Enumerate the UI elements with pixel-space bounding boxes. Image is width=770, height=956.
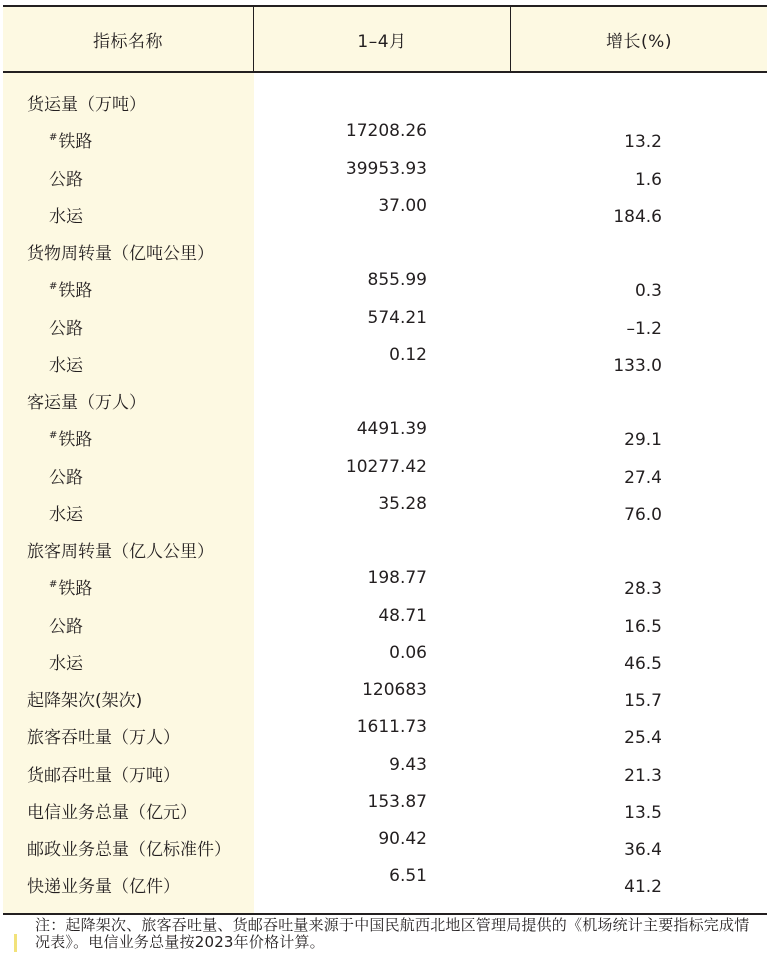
period-value: 1611.73 [356, 717, 427, 738]
header-indicator-name: 指标名称 [3, 7, 254, 71]
footnote-mark: # [49, 132, 58, 144]
header-growth: 增长(%) [606, 31, 672, 52]
indicator-name [49, 463, 83, 488]
period-value: 153.87 [367, 791, 427, 812]
indicator-name [27, 798, 197, 823]
indicator-name [27, 723, 180, 748]
indicator-name [49, 314, 83, 339]
header-period: 1–4月 [254, 7, 511, 71]
indicator-name [49, 612, 83, 637]
indicator-name [49, 202, 83, 227]
indicator-name [27, 388, 146, 413]
growth-value: –1.2 [626, 318, 662, 339]
table-row [0, 419, 770, 456]
period-value: 574.21 [367, 307, 427, 328]
table-row [0, 159, 770, 196]
table-row [0, 606, 770, 643]
period-value: 0.12 [389, 344, 427, 365]
period-value: 10277.42 [345, 456, 427, 477]
growth-value: 184.6 [613, 206, 662, 227]
table-row [0, 121, 770, 158]
table-row [0, 680, 770, 717]
note-accent-bar [14, 934, 17, 952]
table-row [0, 643, 770, 680]
growth-value: 133.0 [613, 355, 662, 376]
period-value: 855.99 [367, 270, 427, 291]
indicator-label: 快递业务量（亿件） [27, 877, 180, 898]
table-row [0, 233, 770, 270]
indicator-label: 货物周转量（亿吨公里） [27, 244, 214, 264]
indicator-name [27, 686, 142, 711]
indicator-name [27, 537, 214, 562]
footnote-mark: # [49, 579, 58, 591]
indicator-name [49, 425, 92, 450]
indicator-label: 水运 [49, 653, 83, 674]
footnote-mark: # [49, 430, 58, 442]
table-row [0, 270, 770, 307]
table-row [0, 345, 770, 382]
growth-value: 1.6 [634, 169, 662, 190]
table-row [0, 308, 770, 345]
indicator-label: 邮政业务总量（亿标准件） [27, 840, 231, 860]
table-row [0, 382, 770, 419]
growth-value: 41.2 [624, 877, 662, 898]
growth-value: 0.3 [634, 281, 662, 302]
growth-value: 28.3 [624, 579, 662, 600]
indicator-label: 货邮吞吐量（万吨） [27, 765, 180, 786]
period-value: 9.43 [389, 754, 427, 775]
period-value: 90.42 [378, 829, 427, 849]
indicator-name [27, 835, 231, 860]
table-body [0, 84, 770, 904]
period-value: 37.00 [378, 195, 427, 216]
table-row [0, 717, 770, 754]
table-row [0, 755, 770, 792]
indicator-name [27, 90, 146, 115]
indicator-label: 公路 [49, 169, 83, 190]
period-value: 0.06 [389, 642, 427, 663]
period-value: 35.28 [378, 493, 427, 514]
table-row [0, 457, 770, 494]
period-value: 120683 [362, 680, 427, 700]
table-row [0, 531, 770, 568]
indicator-label: 旅客吞吐量（万人） [27, 728, 180, 749]
indicator-label: 货运量（万吨） [27, 95, 146, 115]
growth-value: 16.5 [624, 616, 662, 637]
indicator-label: 客运量（万人） [27, 393, 146, 413]
indicator-name [49, 127, 92, 152]
period-value: 6.51 [389, 866, 427, 887]
indicator-label: 铁路 [58, 132, 93, 153]
growth-value: 15.7 [624, 691, 662, 711]
indicator-name [49, 574, 92, 599]
period-value: 48.71 [378, 605, 427, 626]
growth-value: 13.5 [624, 802, 662, 823]
growth-value: 27.4 [624, 467, 662, 488]
indicator-name [27, 239, 214, 264]
indicator-label: 公路 [49, 467, 83, 488]
footnote-mark: # [49, 281, 58, 293]
growth-value: 21.3 [624, 765, 662, 786]
growth-value: 13.2 [624, 132, 662, 153]
indicator-label: 铁路 [58, 430, 93, 451]
indicator-label: 铁路 [58, 281, 93, 302]
indicator-name [49, 165, 83, 190]
indicator-label: 公路 [49, 616, 83, 637]
indicator-label: 水运 [49, 355, 83, 376]
table-row [0, 196, 770, 233]
indicator-label: 起降架次(架次) [27, 691, 143, 711]
period-value: 198.77 [367, 568, 427, 589]
table-bottom-rule [3, 913, 767, 915]
growth-value: 29.1 [624, 430, 662, 451]
indicator-label: 铁路 [58, 579, 93, 600]
growth-value: 36.4 [624, 840, 662, 860]
period-value: 17208.26 [345, 121, 427, 142]
table-row [0, 494, 770, 531]
growth-value: 25.4 [624, 728, 662, 749]
indicator-name [49, 351, 83, 376]
indicator-name [49, 500, 83, 525]
table-row [0, 84, 770, 121]
growth-value: 46.5 [624, 653, 662, 674]
table-footnote: 注：起降架次、旅客吞吐量、货邮吞吐量来源于中国民航西北地区管理局提供的《机场统计主要指标完成情况表》。电信业务总量按2023年价格计算。 [35, 916, 750, 951]
table-row [0, 568, 770, 605]
indicator-label: 水运 [49, 206, 83, 227]
period-value: 4491.39 [356, 419, 427, 440]
indicator-name [27, 872, 180, 897]
table-row [0, 866, 770, 903]
indicator-label: 旅客周转量（亿人公里） [27, 542, 214, 562]
indicator-label: 公路 [49, 318, 83, 339]
growth-value: 76.0 [624, 504, 662, 525]
table-row [0, 792, 770, 829]
indicator-label: 水运 [49, 504, 83, 525]
table-row [0, 829, 770, 866]
indicator-name [27, 761, 180, 786]
period-value: 39953.93 [345, 158, 427, 179]
indicator-label: 电信业务总量（亿元） [27, 802, 197, 823]
table-header [3, 5, 767, 73]
indicator-name [49, 649, 83, 674]
indicator-name [49, 276, 92, 301]
